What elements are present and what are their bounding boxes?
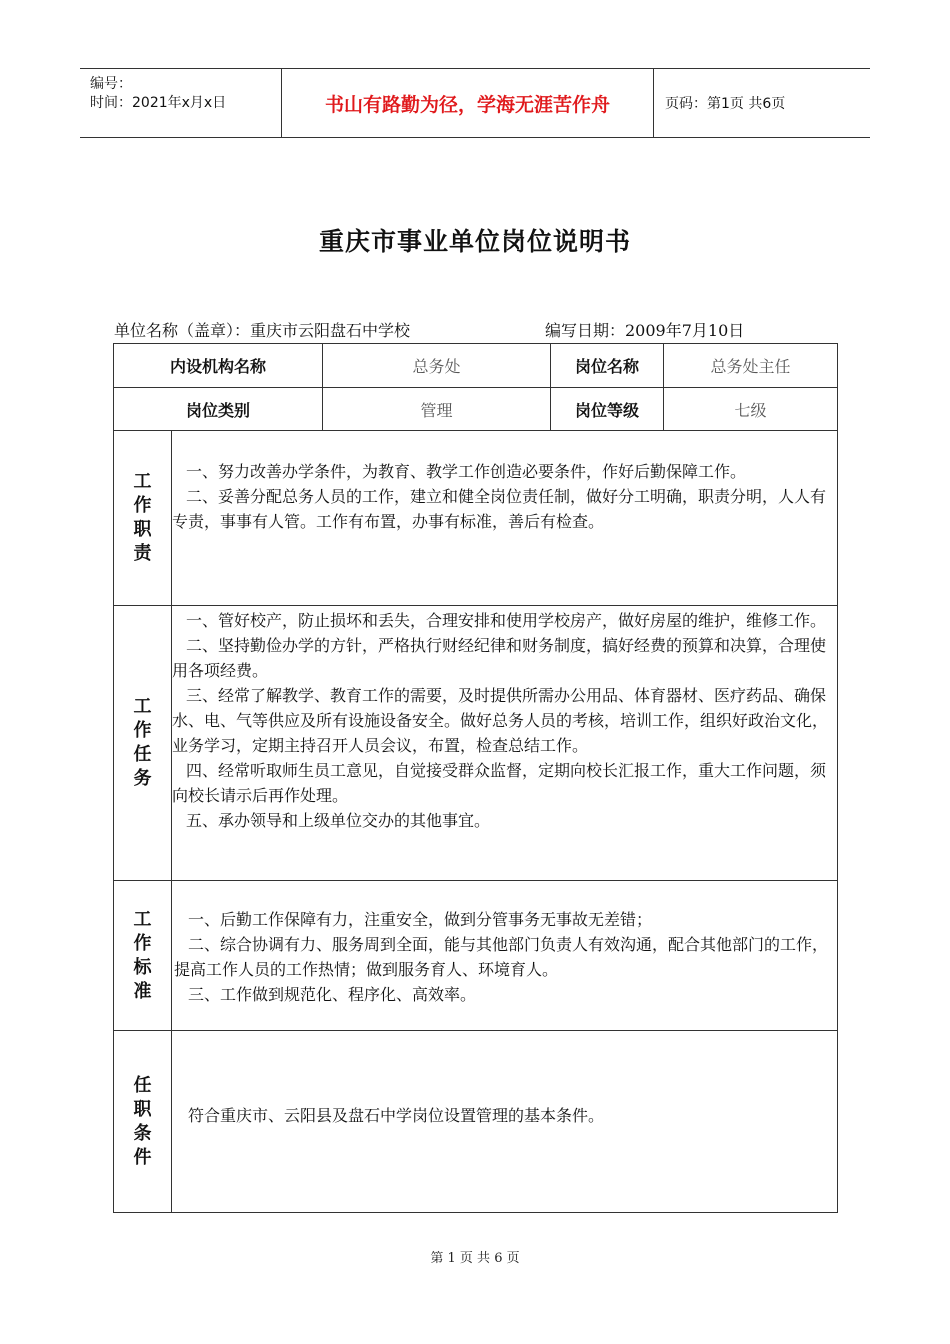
compile-date: 编写日期：2009年7月10日 (545, 321, 745, 340)
standard-paragraph: 三、工作做到规范化、程序化、高效率。 (188, 985, 477, 1004)
standard-paragraph: 二、综合协调有力、服务周到全面，能与其他部门负责人有效沟通，配合其他部门的工作，提高工作人员的工作热情；做到服务育人、环境育人。 (174, 935, 829, 979)
duty-row (114, 431, 838, 606)
qualification-content (172, 1031, 838, 1213)
category-label: 岗位类别 (114, 388, 323, 431)
qualification-paragraph: 符合重庆市、云阳县及盘石中学岗位设置管理的基本条件。 (188, 1106, 605, 1125)
standard-row (114, 881, 838, 1031)
qualification-row (114, 1031, 838, 1213)
header-meta (80, 69, 282, 137)
page-footer: 第 1 页 共 6 页 (430, 1251, 520, 1266)
post-name-value: 总务处主任 (664, 344, 838, 388)
standard-content (172, 881, 838, 1031)
post-description-table (113, 343, 838, 1213)
task-row (114, 606, 838, 881)
table-row (114, 388, 838, 431)
task-label: 工 作 任 务 (114, 606, 172, 881)
grade-value: 七级 (664, 388, 838, 431)
dept-label: 内设机构名称 (114, 344, 323, 388)
duty-paragraph: 二、妥善分配总务人员的工作，建立和健全岗位责任制，做好分工明确，职责分明，人人有专责，事事有人管。工作有布置，办事有标准，善后有检查。 (172, 487, 827, 531)
task-paragraph: 二、坚持勤俭办学的方针，严格执行财经纪律和财务制度，搞好经费的预算和决算，合理使用各项经费。 (172, 636, 827, 680)
table-row (114, 344, 838, 388)
qualification-label: 任 职 条 件 (114, 1031, 172, 1213)
unit-name: 单位名称（盖章）：重庆市云阳盘石中学校 (114, 321, 411, 340)
task-content (172, 606, 838, 881)
task-paragraph: 一、管好校产，防止损坏和丢失，合理安排和使用学校房产，做好房屋的维护，维修工作。 (186, 611, 827, 630)
page-info: 页码：第1页 共6页 (665, 96, 786, 112)
task-paragraph: 五、承办领导和上级单位交办的其他事宜。 (186, 811, 491, 830)
standard-label: 工 作 标 准 (114, 881, 172, 1031)
post-name-label: 岗位名称 (551, 344, 664, 388)
task-paragraph: 三、经常了解教学、教育工作的需要，及时提供所需办公用品、体育器材、医疗药品、确保水、电、气等供应及所有设施设备安全。做好总务人员的考核，培训工作，组织好政治文化，业务学习，定期主持召开人员会议，布置，检查总结工作。 (172, 686, 829, 755)
duty-label: 工 作 职 责 (114, 431, 172, 606)
category-value: 管理 (323, 388, 551, 431)
dept-value: 总务处 (323, 344, 551, 388)
time-label: 时间：2021年x月x日 (90, 95, 227, 111)
number-label: 编号： (90, 76, 132, 92)
grade-label: 岗位等级 (551, 388, 664, 431)
duty-paragraph: 一、努力改善办学条件，为教育、教学工作创造必要条件，作好后勤保障工作。 (186, 462, 747, 481)
motto: 书山有路勤为径，学海无涯苦作舟 (282, 69, 654, 137)
document-header (80, 68, 870, 138)
standard-paragraph: 一、后勤工作保障有力，注重安全，做到分管事务无事故无差错； (188, 910, 653, 929)
duty-content (172, 431, 838, 606)
document-title: 重庆市事业单位岗位说明书 (318, 227, 631, 256)
task-paragraph: 四、经常听取师生员工意见，自觉接受群众监督，定期向校长汇报工作，重大工作问题，须向校长请示后再作处理。 (172, 761, 827, 805)
